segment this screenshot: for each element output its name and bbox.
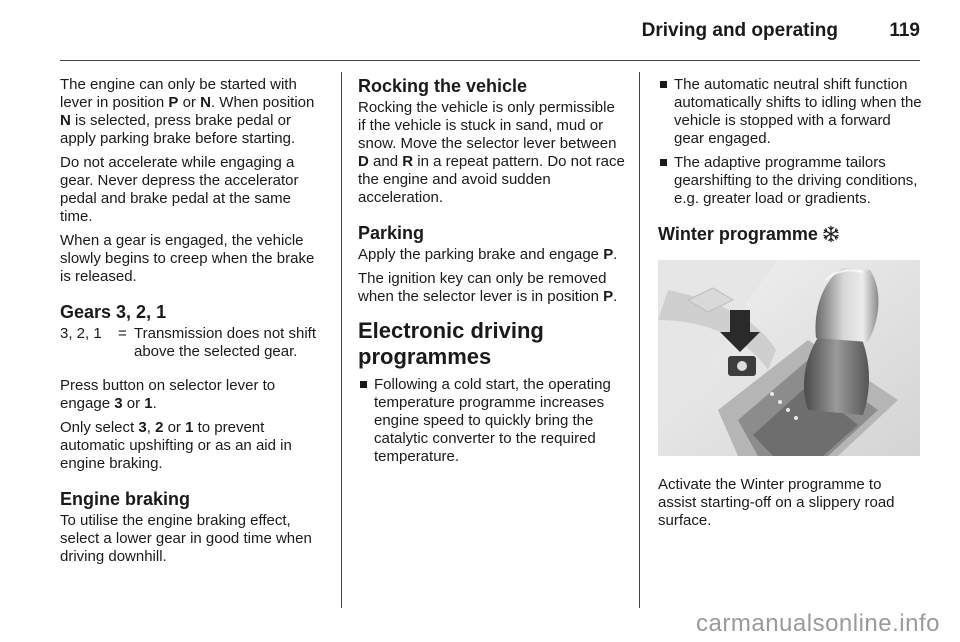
paragraph-creep: When a gear is engaged, the vehicle slowly begins to creep when the brake is released. <box>60 232 315 285</box>
heading-rocking: Rocking the vehicle <box>358 76 528 96</box>
edp-bullet-list <box>358 376 626 466</box>
column-left <box>60 76 326 572</box>
column-divider-2 <box>639 72 640 608</box>
gears-definition <box>60 325 326 361</box>
header-title: Driving and operating <box>641 20 838 41</box>
snowflake-icon <box>822 225 840 248</box>
heading-gears: Gears 3, 2, 1 <box>60 302 167 322</box>
header-rule <box>60 60 920 61</box>
watermark: carmanualsonline.info <box>696 610 940 637</box>
gears-equals: = <box>118 325 127 342</box>
selector-lever-photo <box>658 260 920 456</box>
heading-electronic-programmes: Electronic driving programmes <box>358 318 544 369</box>
paragraph-accelerate: Do not accelerate while engaging a gear. Never depress the accelerator pedal and brake pedal at the same time. <box>60 154 299 225</box>
column-middle <box>358 76 626 472</box>
paragraph-press-button: Press button on selector lever to engage 3 or 1. <box>60 377 276 412</box>
paragraph-winter-programme: Activate the Winter programme to assist starting-off on a slippery road surface. <box>658 476 895 529</box>
square-bullet-icon <box>360 381 367 388</box>
list-item: Following a cold start, the operating temperature programme increases engine speed to quickly bring the catalytic converter to the required temperature. <box>358 376 626 466</box>
square-bullet-icon <box>660 159 667 166</box>
gears-key: 3, 2, 1 <box>60 325 102 342</box>
paragraph-parking-2: The ignition key can only be removed when the selector lever is in position P. <box>358 270 618 305</box>
paragraph-rocking: Rocking the vehicle is only permissible if the vehicle is stuck in sand, mud or snow. Move the selector lever between D and R in a repeat pattern. Do not race the engine and avoid sudden acceleration. <box>358 99 625 206</box>
gears-description: Transmission does not shift above the selected gear. <box>134 325 317 360</box>
paragraph-only-select: Only select 3, 2 or 1 to prevent automatic upshifting or as an aid in engine braking. <box>60 419 292 472</box>
paragraph-start-engine: The engine can only be started with lever in position P or N. When position N is selected, press brake pedal or apply parking brake before starting. <box>60 76 315 147</box>
list-item: The adaptive programme tailors gearshifting to the driving conditions, e.g. greater load or gradients. <box>658 154 922 208</box>
heading-parking: Parking <box>358 223 425 243</box>
page-number: 119 <box>889 20 920 41</box>
heading-engine-braking: Engine braking <box>60 489 191 509</box>
programme-bullet-list <box>658 76 922 208</box>
paragraph-parking-1: Apply the parking brake and engage P. <box>358 246 618 263</box>
square-bullet-icon <box>660 81 667 88</box>
heading-winter-programme: Winter programme <box>658 224 922 248</box>
column-right <box>658 76 922 536</box>
list-item: The automatic neutral shift function automatically shifts to idling when the vehicle is stopped with a forward gear engaged. <box>658 76 922 148</box>
column-divider-1 <box>341 72 342 608</box>
paragraph-engine-braking: To utilise the engine braking effect, select a lower gear in good time when driving downhill. <box>60 512 312 565</box>
page-header <box>60 0 920 60</box>
